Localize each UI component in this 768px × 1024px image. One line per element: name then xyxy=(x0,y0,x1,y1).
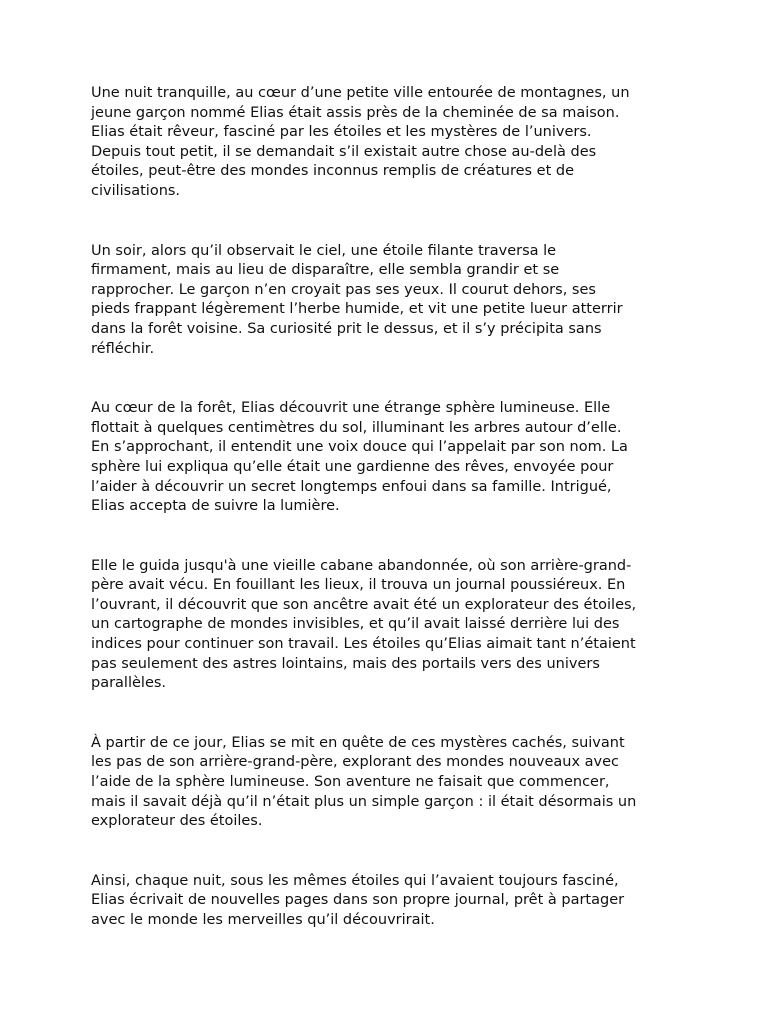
paragraph-6: Ainsi, chaque nuit, sous les mêmes étoiles qui l’avaient toujours fasciné, Elias écrivait de nouvelles pages dans son propre journal, prêt à partager avec le monde les merveilles qu’il découvrirait. xyxy=(91,872,625,928)
document-body xyxy=(91,84,681,971)
paragraph-1: Une nuit tranquille, au cœur d’une petite ville entourée de montagnes, un jeune garçon nommé Elias était assis près de la cheminée de sa maison. Elias était rêveur, fasciné par les étoiles et les mystères de l’univers. Depuis tout petit, il se demandait s’il existait autre chose au-delà des étoiles, peut-être des mondes inconnus remplis de créatures et de civilisations. xyxy=(91,85,630,199)
paragraph-5: À partir de ce jour, Elias se mit en quête de ces mystères cachés, suivant les pas de son arrière-grand-père, explorant des mondes nouveaux avec l’aide de la sphère lumineuse. Son aventure ne faisait que commencer, mais il savait déjà qu’il n’était plus un simple garçon : il était désormais un explorateur des étoiles. xyxy=(91,734,637,830)
paragraph-3: Au cœur de la forêt, Elias découvrit une étrange sphère lumineuse. Elle flottait à quelques centimètres du sol, illuminant les arbres autour d’elle. En s’approchant, il entendit une voix douce qui l’appelait par son nom. La sphère lui expliqua qu’elle était une gardienne des rêves, envoyée pour l’aider à découvrir un secret longtemps enfoui dans sa famille. Intrigué, Elias accepta de suivre la lumière. xyxy=(91,400,628,515)
paragraph-4: Elle le guida jusqu'à une vieille cabane abandonnée, où son arrière-grand- père avait vécu. En fouillant les lieux, il trouva un journal poussiéreux. En l’ouvrant, il découvrit que son ancêtre avait été un explorateur des étoiles, un cartographe de mondes invisibles, et qu’il avait laissé derrière lui des indices pour continuer son travail. Les étoiles qu’Elias aimait tant n’étaient pas seulement des astres lointains, mais des portails vers des univers parallèles. xyxy=(91,557,637,692)
paragraph-2: Un soir, alors qu’il observait le ciel, une étoile filante traversa le firmament, mais au lieu de disparaître, elle sembla grandir et se rapprocher. Le garçon n’en croyait pas ses yeux. Il courut dehors, ses pieds frappant légèrement l’herbe humide, et vit une petite lueur atterrir dans la forêt voisine. Sa curiosité prit le dessus, et il s’y précipita sans réfléchir. xyxy=(91,242,623,357)
